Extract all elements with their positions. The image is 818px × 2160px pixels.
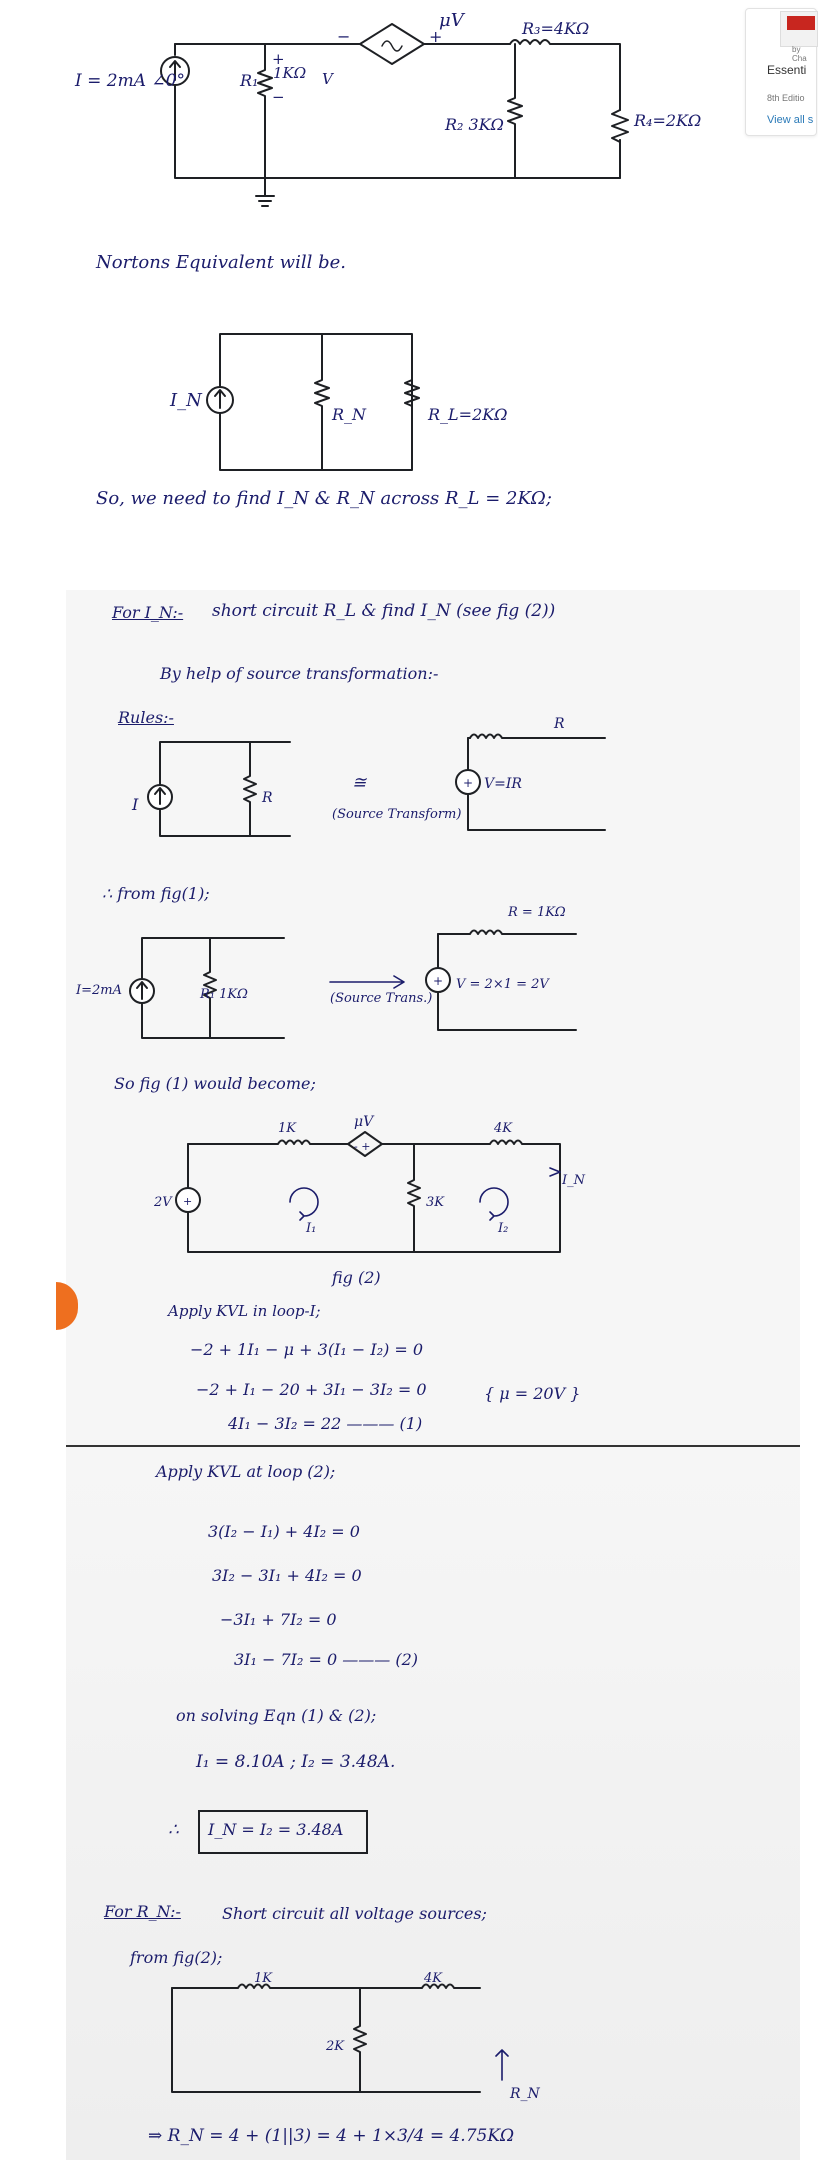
for-in-heading: For I_N:- — [112, 603, 184, 622]
rules-v-label: V=IR — [484, 776, 522, 792]
transform-r1-label: R₁ 1KΩ — [200, 987, 248, 1002]
r1-value: 1KΩ — [273, 64, 307, 82]
fig2-mu-label: μV — [354, 1114, 374, 1130]
v-minus-sign: − — [272, 88, 285, 106]
boxed-answer — [198, 1810, 368, 1854]
kvl2-eq4: 3I₁ − 7I₂ = 0 ——— (2) — [234, 1650, 418, 1669]
source-current-label: I = 2mA ∠0° — [75, 71, 185, 91]
transform-figure — [76, 898, 616, 1048]
solve-text: on solving Eqn (1) & (2); — [176, 1706, 377, 1725]
norton-in-label: I_N — [170, 390, 202, 411]
book-cover-thumbnail[interactable] — [780, 11, 818, 47]
book-author: by Cha — [792, 45, 807, 63]
fig2-1k-label: 1K — [278, 1121, 296, 1136]
kvl2-eq2: 3I₂ − 3I₁ + 4I₂ = 0 — [212, 1566, 362, 1585]
boxed-answer-text: I_N = I₂ = 3.48A — [208, 1820, 344, 1839]
book-title[interactable]: Essenti — [767, 63, 807, 77]
norton-heading: Nortons Equivalent will be. — [96, 252, 346, 273]
for-in-text: short circuit R_L & find I_N (see fig (2)) — [212, 601, 556, 621]
rules-v-plus: + — [463, 776, 474, 790]
norton-rn-label: R_N — [332, 405, 367, 424]
solve-result: I₁ = 8.10A ; I₂ = 3.48A. — [196, 1752, 396, 1772]
fig2-i2-label: I₂ — [498, 1221, 509, 1236]
for-rn-from: from fig(2); — [130, 1948, 223, 1967]
rules-r-label: R — [262, 790, 273, 806]
kvl1-mu-note: { μ = 20V } — [484, 1384, 581, 1403]
fig2-caption: fig (2) — [332, 1268, 381, 1287]
fig2-source-plus: + — [183, 1195, 193, 1208]
book-edition: 8th Editio — [767, 93, 805, 103]
dep-source-label: μV — [439, 10, 464, 31]
r3-label: R₃=4KΩ — [522, 19, 590, 38]
final-result: ⇒ R_N = 4 + (1||3) = 4 + 1×3/4 = 4.75KΩ — [148, 2126, 515, 2146]
kvl1-heading: Apply KVL in loop-I; — [168, 1302, 321, 1320]
kvl1-eq1: −2 + 1I₁ − μ + 3(I₁ − I₂) = 0 — [190, 1340, 424, 1359]
from-fig1-line: ∴ from fig(1); — [102, 884, 210, 903]
norton-rl-label: R_L=2KΩ — [428, 405, 508, 424]
fig2-4k-label: 4K — [494, 1121, 512, 1136]
therefore-sign: ∴ — [168, 1820, 179, 1840]
rn-1k-label: 1K — [254, 1971, 272, 1986]
rn-figure — [150, 1968, 550, 2102]
fig2-i1-label: I₁ — [306, 1221, 317, 1236]
so-fig-line: So fig (1) would become; — [114, 1074, 316, 1093]
rn-arrow-label: R_N — [510, 2086, 540, 2102]
v-plus-sign: + — [272, 50, 285, 68]
rn-2k-label: 2K — [326, 2039, 344, 2054]
transform-arrow-label: (Source Trans.) — [330, 991, 433, 1006]
view-all-link[interactable]: View all s — [767, 114, 814, 126]
dep-minus-sign: − — [337, 27, 351, 46]
fig2-2v-label: 2V — [154, 1195, 172, 1210]
rules-heading: Rules:- — [118, 708, 174, 727]
circuit-figure-1 — [60, 0, 700, 215]
for-rn-text: Short circuit all voltage sources; — [222, 1904, 487, 1923]
r2-label: R₂ 3KΩ — [445, 115, 504, 134]
transform-v-plus: + — [433, 974, 444, 988]
transform-r-label: R = 1KΩ — [508, 905, 566, 920]
rules-i-label: I — [132, 795, 139, 814]
rules-r-right-label: R — [554, 716, 565, 732]
rules-figure — [120, 718, 620, 848]
kvl1-eq2: −2 + I₁ − 20 + 3I₁ − 3I₂ = 0 — [196, 1380, 427, 1399]
kvl1-eq3: 4I₁ − 3I₂ = 22 ——— (1) — [228, 1414, 423, 1433]
source-transform-help: By help of source transformation:- — [160, 664, 439, 683]
r4-label: R₄=2KΩ — [634, 111, 702, 130]
equivalent-sign: ≅ — [352, 773, 367, 793]
dep-plus-sign: + — [429, 27, 443, 46]
v-label: V — [322, 70, 333, 88]
fig2-dep-signs: - + — [354, 1140, 371, 1153]
transform-i-label: I=2mA — [76, 983, 123, 998]
fig2-3k-label: 3K — [426, 1195, 444, 1210]
transform-v-label: V = 2×1 = 2V — [456, 977, 549, 992]
norton-equivalent-figure — [150, 320, 570, 490]
r1-name: R₁ — [240, 71, 259, 90]
rn-4k-label: 4K — [424, 1971, 442, 1986]
kvl2-eq3: −3I₁ + 7I₂ = 0 — [220, 1610, 337, 1629]
book-card[interactable] — [745, 8, 817, 136]
fig2-in-label: I_N — [562, 1173, 586, 1188]
for-rn-heading: For R_N:- — [104, 1902, 181, 1921]
circuit-figure-2 — [150, 1110, 600, 1290]
page-divider — [66, 1445, 800, 1447]
find-line: So, we need to find I_N & R_N across R_L = 2KΩ; — [96, 488, 552, 509]
kvl2-heading: Apply KVL at loop (2); — [156, 1462, 336, 1481]
kvl2-eq1: 3(I₂ − I₁) + 4I₂ = 0 — [208, 1522, 360, 1541]
source-transform-label: (Source Transform) — [332, 807, 462, 822]
